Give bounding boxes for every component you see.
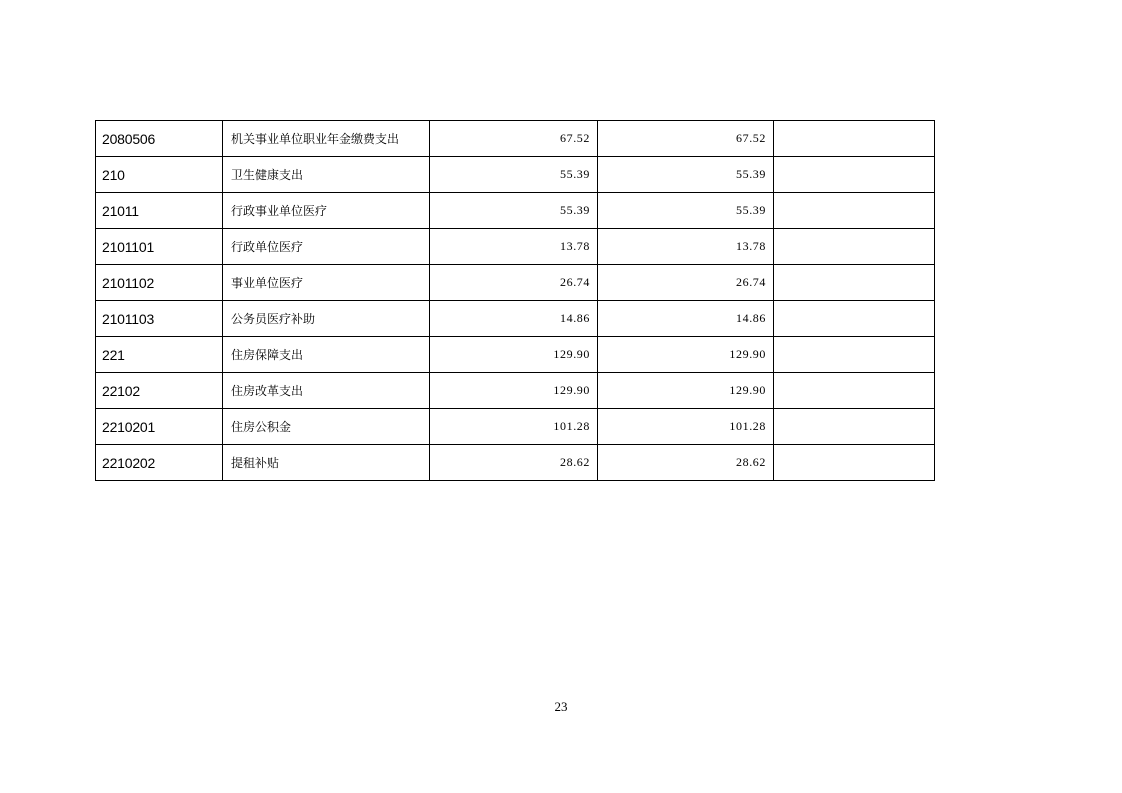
amount-total: 129.90 [430,373,598,409]
amount-total: 67.52 [430,121,598,157]
subject-code: 221 [96,337,223,373]
amount-total: 55.39 [430,193,598,229]
table-row [96,193,935,229]
table-body [96,121,935,481]
table-row [96,229,935,265]
amount-total: 101.28 [430,409,598,445]
subject-code: 2210201 [96,409,223,445]
amount-total: 14.86 [430,301,598,337]
amount-basic: 55.39 [598,193,774,229]
amount-basic: 13.78 [598,229,774,265]
amount-empty [774,337,935,373]
amount-basic: 28.62 [598,445,774,481]
subject-name: 卫生健康支出 [223,157,430,193]
page-number: 23 [554,699,568,714]
amount-total: 28.62 [430,445,598,481]
amount-basic: 129.90 [598,373,774,409]
subject-name: 行政事业单位医疗 [223,193,430,229]
subject-name: 事业单位医疗 [223,265,430,301]
table-row [96,121,935,157]
subject-name: 提租补贴 [223,445,430,481]
amount-basic: 67.52 [598,121,774,157]
table-row [96,445,935,481]
subject-code: 2101103 [96,301,223,337]
amount-basic: 129.90 [598,337,774,373]
subject-name: 行政单位医疗 [223,229,430,265]
subject-name: 住房改革支出 [223,373,430,409]
subject-code: 2101101 [96,229,223,265]
subject-code: 22102 [96,373,223,409]
subject-code: 2080506 [96,121,223,157]
budget-expenditure-table [95,120,935,481]
amount-total: 13.78 [430,229,598,265]
amount-basic: 55.39 [598,157,774,193]
amount-empty [774,373,935,409]
table-row [96,265,935,301]
subject-name: 住房保障支出 [223,337,430,373]
table-row [96,337,935,373]
amount-empty [774,157,935,193]
amount-basic: 101.28 [598,409,774,445]
amount-empty [774,193,935,229]
subject-code: 2101102 [96,265,223,301]
amount-total: 26.74 [430,265,598,301]
table-row [96,373,935,409]
table-row [96,409,935,445]
amount-empty [774,301,935,337]
table-row [96,301,935,337]
amount-basic: 14.86 [598,301,774,337]
subject-name: 公务员医疗补助 [223,301,430,337]
subject-code: 2210202 [96,445,223,481]
amount-empty [774,409,935,445]
amount-empty [774,121,935,157]
amount-empty [774,229,935,265]
table-row [96,157,935,193]
subject-name: 住房公积金 [223,409,430,445]
amount-total: 129.90 [430,337,598,373]
subject-name: 机关事业单位职业年金缴费支出 [223,121,430,157]
amount-empty [774,265,935,301]
amount-basic: 26.74 [598,265,774,301]
amount-empty [774,445,935,481]
subject-code: 21011 [96,193,223,229]
subject-code: 210 [96,157,223,193]
amount-total: 55.39 [430,157,598,193]
